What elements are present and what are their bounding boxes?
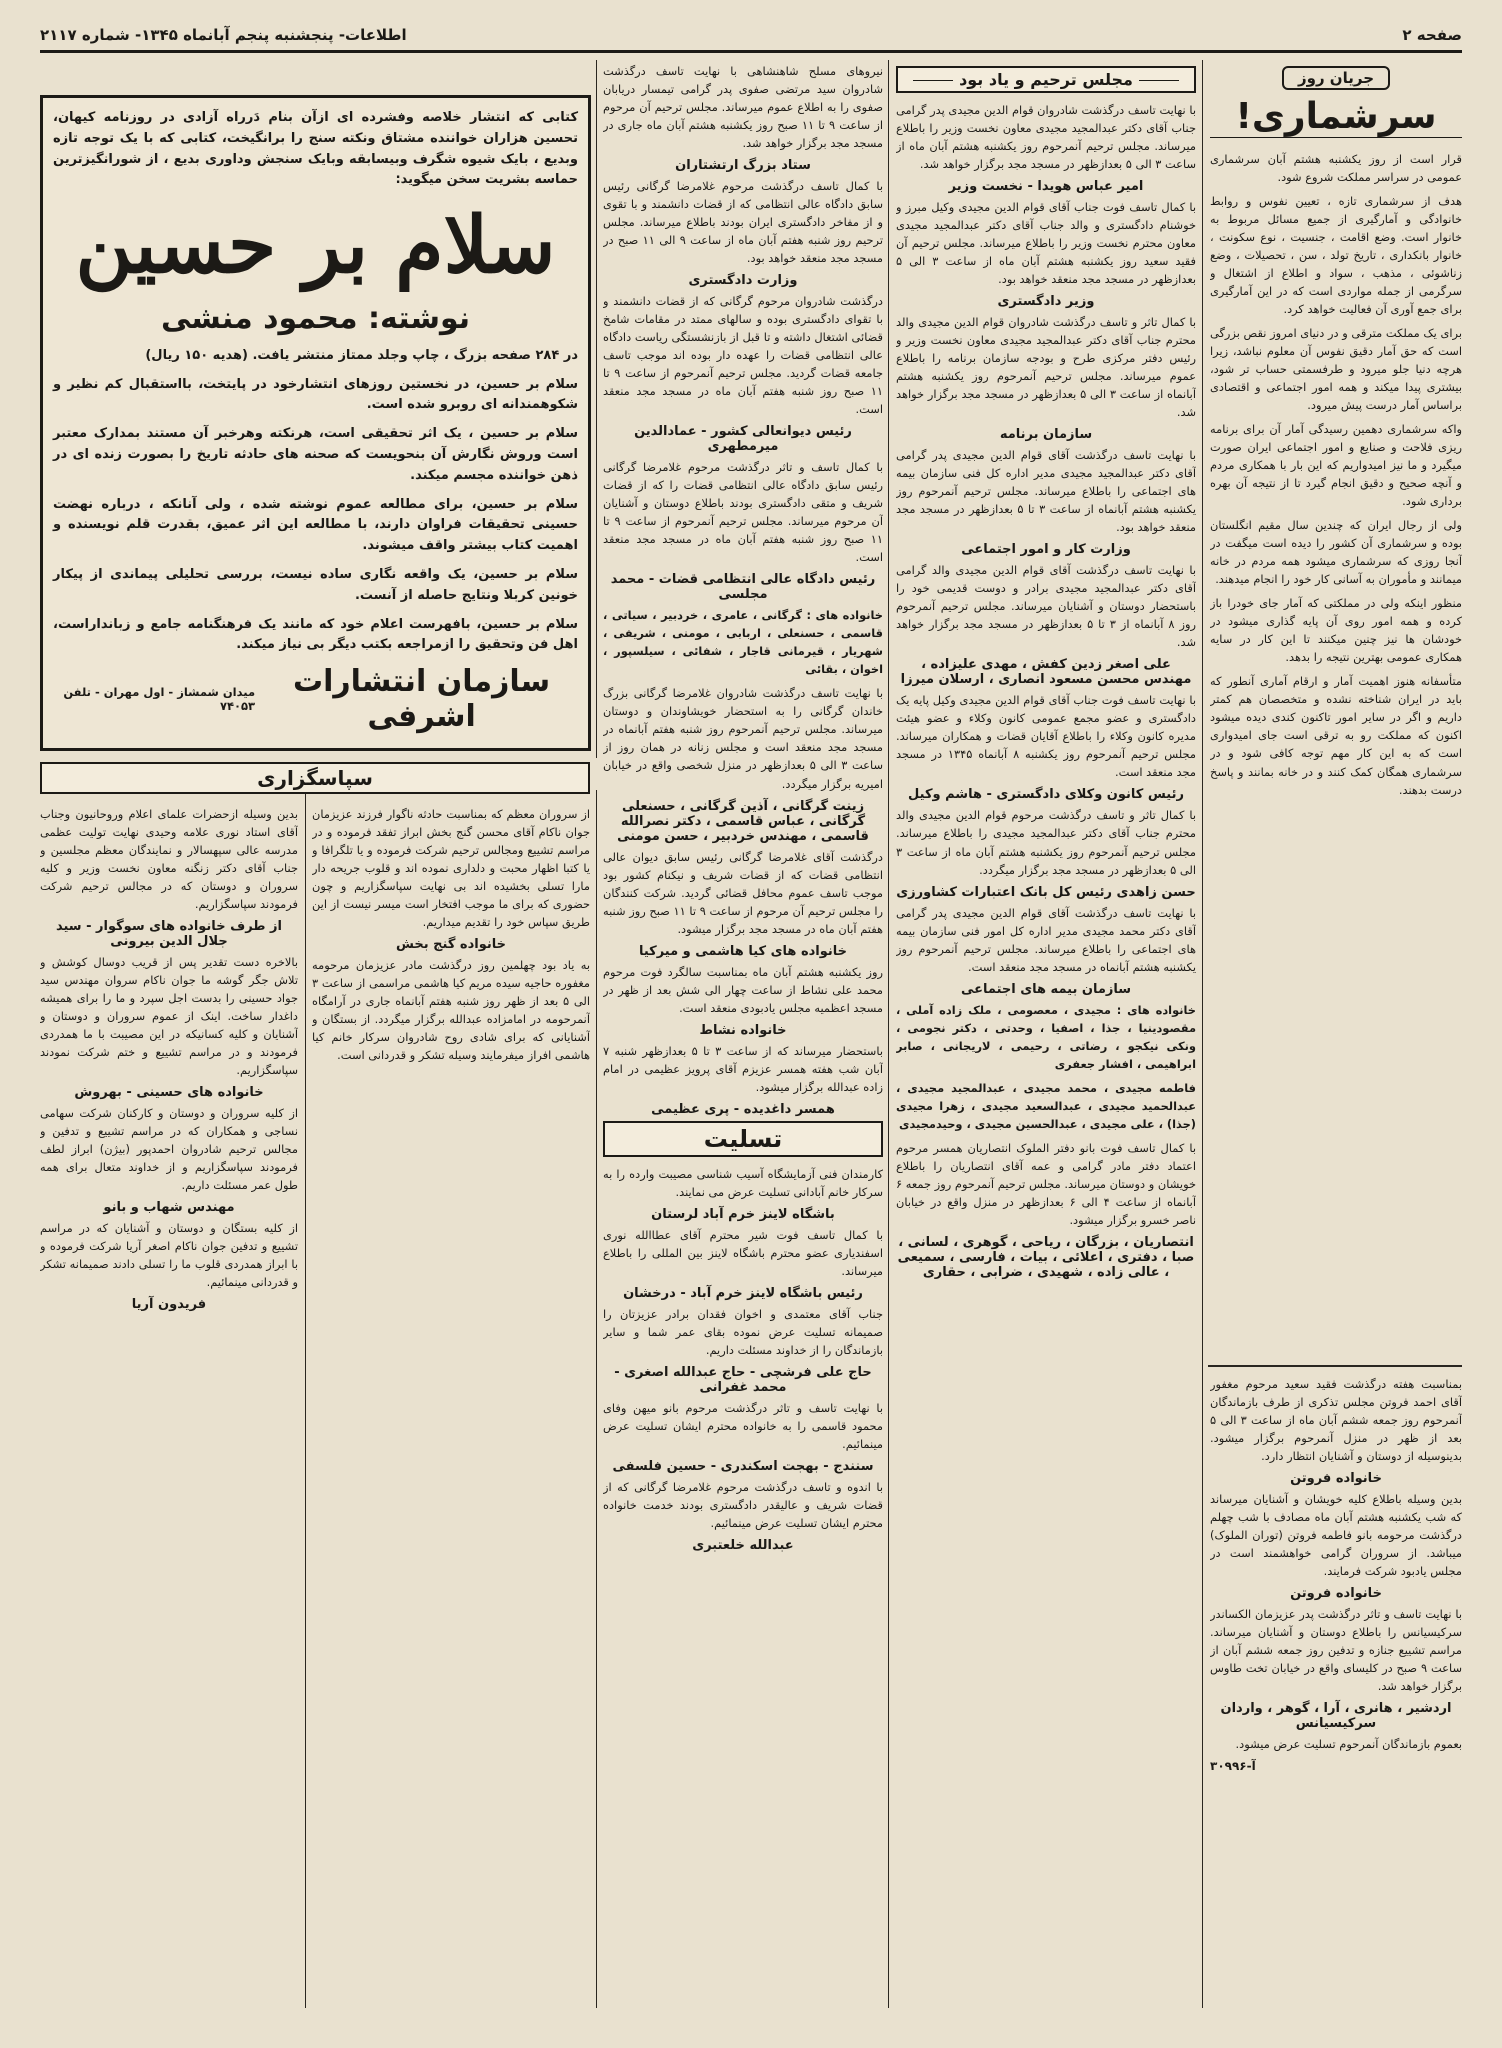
column-rule bbox=[305, 790, 306, 2008]
column-rule bbox=[1202, 60, 1203, 2008]
notice-text: نیروهای مسلح شاهنشاهی با نهایت تاسف درگذشت شادروان سید مرتضی صفوی پدر گرامی تیمسار دریابان صفوی را به اطلاع عموم میرساند. مجلس ترحیم آن مرحوم از ساعت ۹ تا ۱۱ صبح روز یکشنبه هشتم آبان ماه جاری در مسجد مجد برگزار خواهد شد. bbox=[603, 64, 883, 151]
thanks-signature: خانواده گنج بخش bbox=[396, 937, 506, 953]
book-author: نوشته: محمود منشی bbox=[160, 300, 471, 336]
notice-text: فاطمه مجیدی ، محمد مجیدی ، عبدالمجید مجیدی ، عبدالحمید مجیدی ، عبدالسعید مجیدی ، زهرا مجیدی (جذا) ، علی مجیدی ، عبدالحسین مجیدی ، وحیدمجیدی bbox=[896, 1080, 1196, 1131]
notice-signature: زینت گرگانی ، آذین گرگانی ، حسنعلی گرگانی ، عباس قاسمی ، دکتر نصرالله قاسمی ، مهندس خردبیر ، حسن مومنی bbox=[617, 798, 869, 844]
column-rule bbox=[596, 60, 597, 758]
thanks-signature: از طرف خانواده های سوگوار - سید جلال الدین بیرونی bbox=[55, 919, 282, 950]
book-title: سلام بر حسین bbox=[75, 200, 556, 292]
daily-title: سرشماری! bbox=[1210, 96, 1462, 138]
notice-signature: عبدالله خلعتبری bbox=[692, 1537, 794, 1553]
notice-signature: حاج علی فرشچی - حاج عبدالله اصغری - محمد غفرانی bbox=[614, 1364, 872, 1395]
notice-text: با اندوه و تاسف درگذشت مرحوم غلامرضا گرگانی که از قضات شریف و عالیقدر دادگستری بودند خدمت خانواده محترم ایشان تسلیت عرض مینمائیم. bbox=[603, 1479, 883, 1530]
column-rule bbox=[888, 60, 889, 2008]
notice-text: درگذشت آقای غلامرضا گرگانی رئیس سابق دیوان عالی انتظامی قضات که از قضات شریف و نیکنام کشور بود موجب تاسف عموم محافل قضائی گردید. شرکت کنندگان را مجلس ترحیم آن مرحوم از ساعت ۹ تا ۱۱ صبح روز شنبه هفتم آبان ماه در مسجد مجد برگزار میشود. bbox=[603, 849, 883, 936]
notice-signature: وزیر دادگستری bbox=[997, 294, 1095, 310]
notice-signature: خانواده فروتن bbox=[1290, 1586, 1382, 1602]
thanks-banner: سپاسگزاری bbox=[40, 762, 590, 794]
notice-signature: علی اصغر زدین کفش ، مهدی علیزاده ، مهندس محسن مسعود انصاری ، ارسلان میرزا bbox=[900, 657, 1192, 688]
notice-signature: خانواده نشاط bbox=[699, 1022, 787, 1038]
banner-text: مجلس ترحیم و یاد بود bbox=[959, 70, 1133, 89]
notice-text: با نهایت تاسف و تاثر درگذشت مرحوم بانو میهن وفای محمود قاسمی را به خانواده محترم ایشان تسلیت عرض مینمائیم. bbox=[603, 1400, 883, 1451]
masthead bbox=[40, 20, 1462, 53]
ad-point: سلام بر حسین، در نخستین روزهای انتشارخود در پایتخت، بااستقبال کم نظیر و شکوهمندانه ای روبرو شده است. bbox=[53, 376, 578, 413]
daily-paragraph: هدف از سرشماری تازه ، تعیین نفوس و روابط خانوادگی و آمارگیری از جمیع مسائل مربوط به خانوار است. وضع اقامت ، جنسیت ، نوع سکونت ، خانوار بانکداری ، تاریخ تولد ، سن ، تحصیلات ، وضع زناشوئی ، مذهب ، سواد و اطلاع از اشتغال و سرگرمی از جمله مواردی است که در این آمارگیری برای جمع آوری آن فعالیت خواهد کرد. bbox=[1210, 194, 1462, 317]
notice-text: با نهایت تاسف و تاثر درگذشت پدر عزیزمان الکساندر سرکیسیانس را باطلاع دوستان و آشنایان میرساند. مراسم تشییع جنازه و تدفین روز جمعه ششم آبان از ساعت ۹ صبح در کلیسای واقع در خیابان تخت طاوس برگزار خواهد شد. bbox=[1210, 1607, 1462, 1694]
notice-text: خانواده های : گرگانی ، عامری ، خردبیر ، سیاتی ، قاسمی ، حسنعلی ، اربابی ، مومنی ، شریفی ، شهریار ، قیرمانی قاجار ، شفائی ، سیلسپور ، اخوان ، بقائی bbox=[603, 608, 883, 677]
notice-signature: خانواده های کیا هاشمی و میرکیا bbox=[638, 943, 848, 959]
notice-text: با کمال تاثر و تاسف درگذشت شادروان قوام الدین مجیدی والد محترم جناب آقای دکتر عبدالمجید مجیدی معاون نخست وزیر و رئیس دفتر مرکزی طرح و بودجه سازمان برنامه را باطلاع عموم میرساند. مجلس ترحیم آنمرحوم روز یکشنبه هشتم آبانماه از ساعت ۳ الی ۵ بعدازظهر در مسجد مجد برگزار خواهد شد. bbox=[896, 315, 1196, 420]
ornament-line-icon bbox=[913, 80, 953, 81]
ad-point: سلام بر حسین، یک واقعه نگاری ساده نیست، بررسی تحلیلی پیماندی از پیکار خونین کربلا ونتایج حاصله از آنست. bbox=[53, 566, 578, 603]
notice-text: روز یکشنبه هشتم آبان ماه بمناسبت سالگرد فوت مرحوم محمد علی نشاط از ساعت چهار الی شش بعد از ظهر در مسجد اعظمیه مجلس یادبودی منعقد است. bbox=[603, 964, 883, 1015]
ad-point: سلام بر حسین، بافهرست اعلام خود که مانند یک فرهنگنامه جامع و زبانداراست، اهل فن وتحقیق را ازمراجعه بکتب دیگر بی نیاز میکند. bbox=[53, 616, 578, 653]
book-advertisement bbox=[40, 95, 591, 751]
notice-text: با کمال تاسف فوت شیر محترم آقای عطاالله نوری اسفندیاری عضو محترم باشگاه لاینز بین المللی را باطلاع میرساند. bbox=[603, 1227, 883, 1278]
thanks-column-left bbox=[40, 805, 298, 2015]
daily-paragraph: ولی از رجال ایران که چندین سال مقیم انگلستان بوده و سرشماری آن کشور را دیده است میگفت در آنجا روزی که سرشماری میشود همه مردم در خانه میمانند و مأموران به آسانی کار خود را انجام میدهند. bbox=[1210, 518, 1462, 587]
thanks-text: بالاخره دست تقدیر پس از قریب دوسال کوشش و تلاش جگر گوشه ما جوان ناکام سروان مهندس سید جواد حسینی را بدست اجل سپرد و ما را برای همیشه داغدار ساخت. اینک از عموم سروران و دوستان و آشنایان و کلیه کسانیکه در این مصیبت با ما همدردی فرمودند و در مراسم تشییع و ختم شرکت نمودند سپاسگزاریم. bbox=[40, 955, 298, 1078]
notice-signature: همسر داغدیده - پری عظیمی bbox=[651, 1101, 835, 1117]
notice-signature: اردشیر ، هانری ، آرا ، گوهر ، واردان سرکیسیانس bbox=[1220, 1701, 1452, 1732]
daily-column bbox=[1210, 62, 1462, 1362]
notice-text: با نهایت تاسف فوت جناب آقای قوام الدین مجیدی وکیل پایه یک دادگستری و عضو مجمع عمومی کانون وکلاء و عضو هیئت مدیره کانون وکلاء را باطلاع آقایان قضات و همکاران میرساند. مجلس ترحیم آنمرحوم روز یکشنبه ۸ آبانماه ۱۳۴۵ در مسجد مجد منعقد است. bbox=[896, 693, 1196, 780]
notice-signature: سنندج - بهجت اسکندری - حسین فلسفی bbox=[612, 1458, 874, 1474]
notice-signature: رئیس دیوانعالی کشور - عمادالدین میرمطهری bbox=[634, 424, 852, 455]
notices-column-right bbox=[1210, 1375, 1462, 2005]
publisher-address: میدان شمشاز - اول مهران - تلفن ۷۴۰۵۳ bbox=[63, 685, 256, 714]
notice-signature: سازمان برنامه bbox=[999, 427, 1093, 443]
notice-text: درگذشت شادروان مرحوم گرگانی که از قضات دانشمند و با تقوای دادگستری بوده و سالهای ممتد در مقامات شامخ قضائی اشتغال داشته و تا قبل از بازنشستگی ریاست دادگاه عالی انتظامی قضات را عهده دار بوده اند موجب تاسف جامعه قضات گردید. مجلس ترحیم آنمرحوم از ساعت ۹ تا ۱۱ صبح روز شنبه هفتم آبان ماه در مسجد مجد منعقد است. bbox=[603, 294, 883, 417]
notice-text: با نهایت تاسف درگذشت آقای قوام الدین مجیدی پدر گرامی آقای دکتر محمد مجیدی مدیر اداره کل امور فنی سازمان بیمه های اجتماعی را باطلاع میرساند. مجلس ترحیم آنمرحوم روز یکشنبه هشتم آبانماه در مسجد مجد منعقد است. bbox=[896, 905, 1196, 974]
notice-text: با کمال تاسف درگذشت مرحوم غلامرضا گرگانی رئیس سابق دادگاه عالی انتظامی که از قضات دانشمند و با تقوی و از مفاخر دادگستری ایران بودند باطلاع میرساند. مجلس ترحیم روز شنبه هفتم آبان ماه از ساعت ۹ الی ۱۱ صبح در مسجد مجد منعقد خواهد بود. bbox=[603, 179, 883, 266]
notice-text: با نهایت تاسف درگذشت آقای قوام الدین مجیدی والد گرامی آقای دکتر عبدالمجید مجیدی برادر و دوست قدیمی خود را باستحضار دوستان و آشنایان میرساند. مجلس ترحیم آنمرحوم روز ۸ آبانماه از ۳ تا ۵ بعدازظهر در مسجد مجد برگزار خواهد شد. bbox=[896, 563, 1196, 650]
thanks-text: بدین وسیله ازحضرات علمای اعلام وروحانیون وجناب آقای استاد نوری علامه وحیدی نهایت تولیت عظمی مدرسه عالی سپهسالار و نمایندگان معظم مجلسین و جناب آقای دکتر زنگنه معاون نخست وزیر و کلیه سروران و دوستان که در مجالس ترحیم شرکت فرمودند سپاسگزاریم. bbox=[40, 807, 298, 912]
section-banner bbox=[896, 66, 1196, 93]
notice-text: جناب آقای معتمدی و اخوان فقدان برادر عزیزتان را صمیمانه تسلیت عرض نموده بقای عمر شما و سایر بازماندگان را از خداوند مسئلت داریم. bbox=[603, 1306, 883, 1357]
ad-details: در ۲۸۴ صفحه بزرگ ، چاپ وجلد ممتاز منتشر یافت. (هدیه ۱۵۰ ریال) bbox=[145, 347, 578, 363]
thanks-text: به یاد بود چهلمین روز درگذشت مادر عزیزمان مرحومه مغفوره حاجیه سیده مریم کیا هاشمی مراسمی از ساعت ۳ الی ۵ بعد از ظهر روز شنبه هفتم آبانماه جاری در آرامگاه آنمرحومه در امامزاده عبدالله برگزار میگردد. از بستگان و آشنایانی که برای شادی روح شادروان سرکار خانم کیا هاشمی افراز میفرمایند وسیله تشکر و قدردانی است. bbox=[312, 958, 590, 1063]
notice-text: خانواده های : مجیدی ، معصومی ، ملک زاده آملی ، مقصودینیا ، جذا ، اصفیا ، وحدتی ، دکتر نجومی ، ونکی نیکجو ، رضاتی ، رحیمی ، لاریجانی ، صابر ابراهیمی ، افشار جعفری bbox=[896, 1002, 1196, 1071]
notice-text: با کمال تاثر و تاسف درگذشت مرحوم قوام الدین مجیدی والد محترم جناب آقای دکتر عبدالمجید مجیدی را باطلاع میرساند. مجلس ترحیم آنمرحوم روز یکشنبه هشتم آبان ماه از ساعت ۳ الی ۵ بعدازظهر در مسجد مجد برگزار میگردد. bbox=[896, 808, 1196, 877]
publisher-name: سازمان انتشارات اشرفی bbox=[292, 664, 551, 735]
daily-paragraph: منظور اینکه ولی در مملکتی که آمار جای خودرا باز کرده و همه امور روی آن پایه گذاری میشود در خودشان ها نیز چنین میکنند تا این کار در سایه همکاری عمومی بهترین نتیجه را بدهد. bbox=[1210, 596, 1462, 665]
page-number: صفحه ۲ bbox=[1402, 26, 1462, 44]
daily-paragraph: برای یک مملکت مترقی و در دنیای امروز نقص بزرگی است که حق آمار دقیق نفوس آن معلوم نباشد، زیرا هرچه دنیا جلو میرود و طرفسمتی حساب تر شود، بیشتری پیدا میکند و همه امور اجتماعی و اقتصادی براساس آمار درست پیش میرود. bbox=[1210, 326, 1462, 413]
thanks-signature: مهندس شهاب و بانو bbox=[103, 1200, 235, 1216]
notice-signature: وزارت کار و امور اجتماعی bbox=[961, 542, 1131, 558]
notice-signature: باشگاه لاینز خرم آباد لرستان bbox=[651, 1206, 835, 1222]
condolence-banner: تسلیت bbox=[603, 1121, 883, 1157]
notice-signature: انتصاریان ، بزرگان ، ریاحی ، گوهری ، لسانی ، صبا ، دفتری ، اعلائی ، بیات ، فارسی ، سمیعی ، عالی زاده ، شهیدی ، ضرابی ، حقاری bbox=[897, 1234, 1195, 1280]
section-rule bbox=[1208, 1365, 1462, 1367]
ornament-line-icon bbox=[1139, 80, 1179, 81]
thanks-text: از کلیه سروران و دوستان و کارکنان شرکت سهامی نساجی و همکاران که در مراسم تشییع و تدفین و مجالس ترحیم شادروان احمدپور (بیژن) ابراز لطف فرمودند سپاسگزاریم و از خداوند متعال برای همه طول عمر مسئلت داریم. bbox=[40, 1106, 298, 1193]
notice-text: با کمال تاسف فوت بانو دفتر الملوک انتصاریان همسر مرحوم اعتماد دفتر مادر گرامی و عمه آقای انتصاریان را باطلاع خویشان و دوستان میرساند. مجلس ترحیم آنمرحوم روز جمعه ۶ آبانماه از ساعت ۴ الی ۶ بعدازظهر در منزل واقع در خیابان ناصر خسرو برگزار میشود. bbox=[896, 1140, 1196, 1227]
notice-text: با نهایت تاسف درگذشت شادروان غلامرضا گرگانی بزرگ خاندان گرگانی را به استحضار خویشاوندان و دوستان میرساند. مجلس ترحیم آنمرحوم روز شنبه هفتم آبانماه در مسجد مجد منعقد است و مجلس زنانه در همان روز از ساعت ۳ الی ۵ بعدازظهر در منزل شخصی واقع در خیابان امیریه برگزار میگردد. bbox=[603, 686, 883, 791]
ad-point: سلام بر حسین ، یک اثر تحقیقی است، هرنکته وهرخبر آن مستند بمدارک معتبر است وروش نگارش آن بنحویست که صحنه های حادثه تاریخ را بصورت زنده ای در ذهن خواننده مجسم میکند. bbox=[53, 426, 578, 483]
notice-signature: امیر عباس هویدا - نخست وزیر bbox=[948, 179, 1144, 195]
daily-paragraph: متأسفانه هنوز اهمیت آمار و ارقام آماری آنطور که باید در ایران شناخته نشده و متخصصان هم کمتر داریم و اگر در سایر امور تاکنون کندی دیده میشود اکنون که مملکت رو به ترقی است جای امیدواری است که به این کار مهم توجه کافی شود و در سرشماری همگان کمک کنند و در خانه بمانند و پاسخ درست بدهند. bbox=[1210, 674, 1462, 797]
notice-text: با نهایت تاسف درگذشت آقای قوام الدین مجیدی پدر گرامی آقای دکتر عبدالمجید مجیدی مدیر اداره کل فنی سازمان بیمه های اجتماعی را باطلاع میرساند. مجلس ترحیم آنمرحوم روز یکشنبه هشتم آبانماه از ساعت ۳ تا ۵ بعدازظهر در مسجد مجد منعقد خواهد بود. bbox=[896, 448, 1196, 535]
notice-text: بعموم بازماندگان آنمرحوم تسلیت عرض میشود. bbox=[1235, 1737, 1462, 1752]
notice-signature: رئیس کانون وکلای دادگستری - هاشم وکیل bbox=[908, 787, 1184, 803]
condolence-column-c bbox=[603, 62, 883, 2012]
ad-code: آ-۳۰۹۹۶ bbox=[1210, 1759, 1256, 1774]
notice-text: با کمال تاسف و تاثر درگذشت مرحوم غلامرضا گرگانی رئیس سابق دادگاه عالی انتظامی قضات را که از قضات شریف و متقی دادگستری بودند باطلاع دوستان و آشنایان آن مرحوم میرساند. مجلس ترحیم آنمرحوم از ساعت ۹ تا ۱۱ صبح روز شنبه هفتم آبان ماه در مسجد مجد منعقد است. bbox=[603, 460, 883, 565]
daily-paragraph: واکه سرشماری دهمین رسیدگی آمار آن برای برنامه ریزی فلاحت و صنایع و امور اجتماعی ایران صورت میگیرد و ما نیز امیدواریم که این بار با همکاری مردم و آنچه صحیح و دقیق انجام گیرد تا از نتیجه آن بهره برداری شود. bbox=[1210, 422, 1462, 509]
notice-signature: رئیس دادگاه عالی انتظامی قضات - محمد مجلسی bbox=[610, 572, 876, 603]
notice-text: بدین وسیله باطلاع کلیه خویشان و آشنایان میرساند که شب یکشنبه هشتم آبان ماه مصادف با شب چهلم درگذشت مرحومه بانو فاطمه فروتن (توران الملوک) میباشد. از سروران گرامی خواهشمند است در مجلس یادبود شرکت فرمایند. bbox=[1210, 1492, 1462, 1579]
notice-text: با نهایت تاسف درگذشت شادروان قوام الدین مجیدی پدر گرامی جناب آقای دکتر عبدالمجید مجیدی معاون نخست وزیر را باطلاع میرساند. مجلس ترحیم آنمرحوم روز یکشنبه هشتم آبان ماه از ساعت ۳ الی ۵ بعدازظهر در مسجد مجد برگزار خواهد شد. bbox=[896, 103, 1196, 172]
notice-text: با کمال تاسف فوت جناب آقای قوام الدین مجیدی وکیل مبرز و خوشنام دادگستری و والد جناب آقای دکتر عبدالمجید مجیدی معاون محترم نخست وزیر را باطلاع میرساند. مجلس ترحیم آن فقید سعید روز یکشنبه هشتم آبان ماه از ساعت ۳ الی ۵ بعدازظهر در مسجد مجد منعقد خواهد بود. bbox=[896, 200, 1196, 287]
thanks-text: از سروران معظم که بمناسبت حادثه ناگوار فرزند عزیزمان جوان ناکام آقای محسن گنج بخش ابراز تفقد فرموده و در مراسم تشییع ومجالس ترحیم شرکت فرموده و یا تلگرافا و یا کتبا اظهار محبت و دلداری نموده اند و قلوب جریحه دار مارا تسلی بخشیده اند بی نهایت سپاسگزاریم و چون حضوری که برای ما موجب افتخار است میسر نیست از این طریق سپاس خود را تقدیم میداریم. bbox=[312, 807, 590, 930]
thanks-signature: خانواده های حسینی - بهروش bbox=[74, 1085, 264, 1101]
thanks-signature: فریدون آریا bbox=[131, 1297, 207, 1313]
issue-info: اطلاعات- پنجشنبه پنجم آبانماه ۱۳۴۵- شماره ۲۱۱۷ bbox=[40, 26, 407, 44]
daily-paragraph: قرار است از روز یکشنبه هشتم آبان سرشماری عمومی در سراسر مملکت شروع شود. bbox=[1210, 152, 1462, 185]
notice-text: باستحضار میرساند که از ساعت ۳ تا ۵ بعدازظهر شنبه ۷ آبان شب هفته همسر عزیزم آقای پرویز عظیمی در امام زاده عبدالله برگزار میشود. bbox=[603, 1043, 883, 1094]
daily-label: جریان روز bbox=[1282, 66, 1390, 90]
notice-signature: وزارت دادگستری bbox=[688, 273, 798, 289]
thanks-banner-wrap bbox=[40, 758, 590, 798]
thanks-column-right bbox=[312, 805, 590, 1565]
notice-text: بمناسبت هفته درگذشت فقید سعید مرحوم مغفور آقای احمد فروتن مجلس تذکری از طرف بازماندگان آنمرحوم روز جمعه ششم آبان ماه از ساعت ۳ الی ۵ بعد از ظهر در منزل آنمرحوم برگزار میشود. بدینوسیله از دوستان و آشنایان انتظار دارد. bbox=[1210, 1377, 1462, 1464]
notice-signature: حسن زاهدی رئیس کل بانک اعتبارات کشاورزی bbox=[896, 884, 1196, 900]
thanks-text: از کلیه بستگان و دوستان و آشنایان که در مراسم تشییع و تدفین جوان ناکام اصغر آریا شرکت فرموده و با ابراز همدردی قلوب ما را تسلی دادند صمیمانه تشکر و قدردانی مینمائیم. bbox=[40, 1221, 298, 1290]
notice-signature: رئیس باشگاه لاینز خرم آباد - درخشان bbox=[623, 1285, 863, 1301]
ad-intro: کتابی که انتشار خلاصه وفشرده ای ازآن بنام دَرراه آزادی در روزنامه کیهان، تحسین هزاران خواننده مشتاق ونکته سنج را برانگیخت، کتابی که با یک توجه تازه وبدیع ، بایک شیوه شگرف وبیسابقه وبایک سنجش وداوری بدیع ، از شورانگیزترین حماسه بشریت سخن میگوید: bbox=[53, 110, 578, 188]
notice-signature: ستاد بزرگ ارتشتاران bbox=[675, 158, 811, 174]
column-rule bbox=[596, 790, 597, 2008]
condolence-column-b bbox=[896, 62, 1196, 2012]
notice-signature: خانواده فروتن bbox=[1290, 1471, 1382, 1487]
ad-point: سلام بر حسین، برای مطالعه عموم نوشته شده ، ولی آنانکه ، درباره نهضت حسینی تحقیقات فراوان دارند، با مطالعه این اثر عمیق، بقدرت قلم نویسنده و اهمیت کتاب بیشتر واقف میشوند. bbox=[53, 496, 578, 554]
notice-text: کارمندان فنی آزمایشگاه آسیب شناسی مصیبت وارده را به سرکار خانم آبادانی تسلیت عرض می نمایند. bbox=[603, 1166, 883, 1199]
notice-signature: سازمان بیمه های اجتماعی bbox=[960, 981, 1132, 997]
